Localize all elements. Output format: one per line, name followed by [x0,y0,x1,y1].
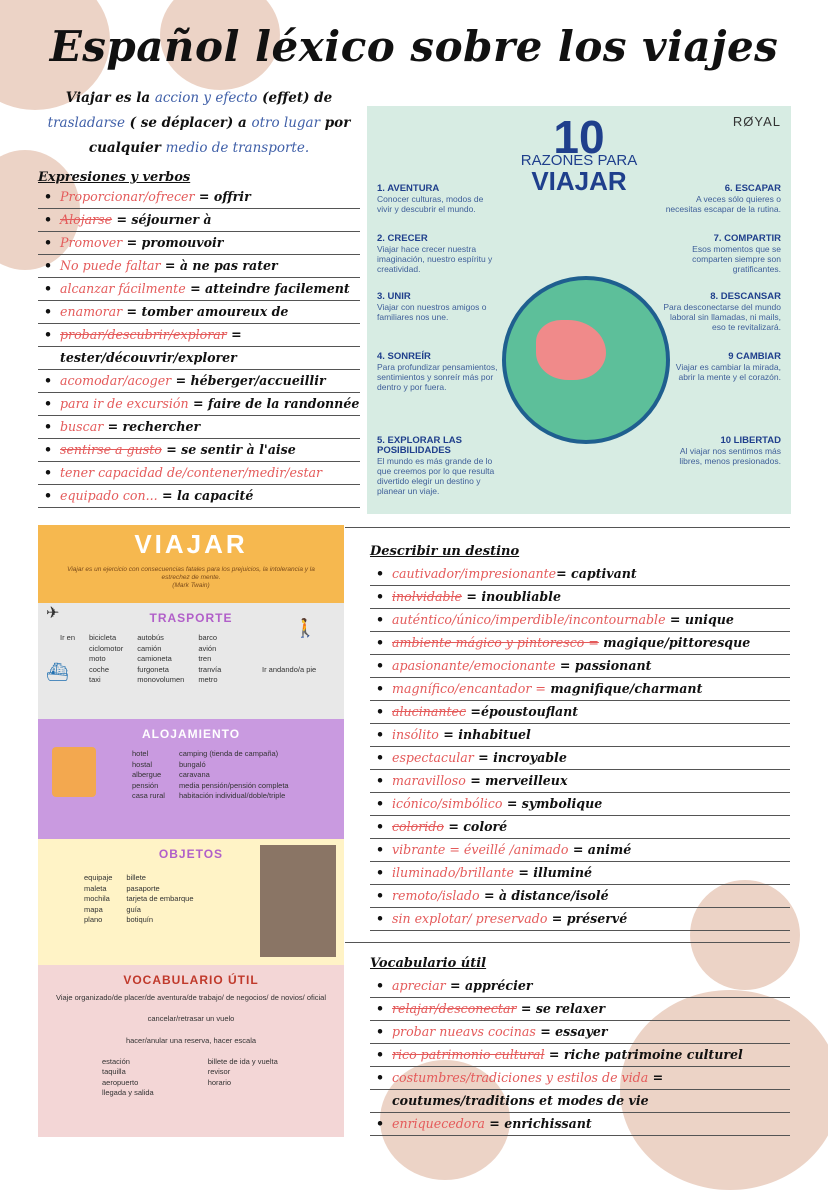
reason-title: 1. AVENTURA [377,183,440,194]
divider [345,942,790,943]
reason-title: 5. EXPLORAR LAS POSIBILIDADES [377,435,462,456]
vocab-word: billete [126,873,146,882]
list-item [370,1044,790,1067]
spanish-term: apasionante/emocionante [392,658,556,673]
vocabulario-title: VOCABULARIO ÚTIL [123,973,259,987]
french-translation: =époustouflant [466,704,579,719]
french-translation: = tomber amoureux de [122,304,289,319]
list-item [370,1067,790,1090]
list-item [38,462,360,485]
reason-text: A veces sólo quieres o necesitas escapar de la rutina. [665,194,781,214]
vocab-word: furgoneta [137,664,169,674]
vocabulario-util-title: Vocabulario útil [370,956,487,971]
spanish-term: Promover [60,235,123,250]
reason-item [377,436,499,496]
vocab-word: monovolumen [137,675,185,684]
reason-item [659,436,781,466]
spanish-term: magnífico/encantador = [392,681,546,696]
infographic-title: VIAJAR [531,166,627,196]
spanish-term: apreciar [392,978,446,993]
vocab-word: camioneta [137,654,172,663]
french-translation: = coloré [443,819,508,834]
vocab-word: estación [102,1056,130,1066]
expresiones-title: Expresiones y verbos [38,170,191,185]
vocab-word: taxi [89,675,101,684]
reason-item [377,234,499,274]
french-translation: = offrir [194,189,251,204]
reason-text: El mundo es más grande de lo que creemos por lo que resulta divertido elegir un destino y planear un viaje. [377,456,495,496]
ship-icon: ⛴ [46,662,69,682]
spanish-term: auténtico/único/imperdible/incontournable [392,612,666,627]
vocab-word: taquilla [102,1067,126,1076]
vocab-word: bicicleta [89,633,117,642]
list-item [370,632,790,655]
list-item [38,324,360,347]
objetos-col1 [84,873,112,926]
spanish-term: maravilloso [392,773,466,788]
list-item [370,862,790,885]
vocab-word: plano [84,915,103,924]
reason-item [377,184,499,214]
reason-text: Viajar con nuestros amigos o familiares nos une. [377,302,487,322]
royal-logo: RØYAL [732,114,781,129]
vocab-word: bungaló [178,759,206,769]
transporte-section [38,603,344,719]
vocab-word: horario [207,1077,232,1087]
list-item [370,724,790,747]
card-quote: Viajar es un ejercicio con consecuencias fatales para los prejuicios, la intolerancia y la estrechez de mente. (Mark Twain) [67,566,315,589]
vocab-word: maleta [84,883,107,893]
spanish-term: probar nueavs cocinas [392,1024,536,1039]
french-translation: = se relaxer [516,1001,606,1016]
french-translation: = à ne pas rater [160,258,278,273]
list-item [38,186,360,209]
list-item [38,370,360,393]
reason-text: Conocer culturas, modos de vivir y descubrir el mundo. [377,194,484,214]
list-item [38,347,360,370]
french-translation: = symbolique [502,796,603,811]
list-item [370,586,790,609]
expresiones-list [38,186,360,508]
reason-title: 10 LIBERTAD [720,435,781,446]
spanish-term: insólito [392,727,439,742]
vocab-word: tren [198,654,212,663]
list-item [38,209,360,232]
spanish-term: acomodar/acoger [60,373,172,388]
spanish-term: probar/descubrir/explorar [60,327,227,342]
reason-item [659,292,781,332]
reason-text: Viajar es cambiar la mirada, abrir la mente y el corazón. [675,362,781,382]
reason-title: 4. SONREÍR [377,351,431,362]
alojamiento-col1 [132,749,165,802]
describir-list [370,563,790,931]
french-translation: magique/pittoresque [598,635,751,650]
list-item [370,998,790,1021]
vocab-word: billete de ida y vuelta [207,1056,278,1066]
ir-andando-label: Ir andando/a pie [262,665,317,674]
french-translation: = atteindre facilement [185,281,350,296]
french-translation: = incroyable [473,750,567,765]
vocab-word: caravana [178,770,210,779]
french-translation: = rechercher [103,419,201,434]
spanish-term: colorido [392,819,444,834]
transporte-title: TRASPORTE [149,611,233,625]
spanish-term: vibrante = éveillé /animado [392,842,569,857]
spanish-term: relajar/desconectar [392,1001,517,1016]
spanish-term: inolvidable [392,589,463,604]
hotel-icon [52,747,96,797]
ir-en-label: Ir en [60,633,76,642]
french-translation: = unique [665,612,734,627]
spanish-term: tener capacidad de/contener/medir/estar [60,465,323,480]
reason-title: 9 CAMBIAR [728,351,781,362]
list-item [38,278,360,301]
transporte-col2 [137,633,184,686]
reason-item [377,292,499,322]
reason-text: Al viajar nos sentimos más libres, menos presionados. [679,446,781,466]
page-title: Español léxico sobre los viajes [49,22,779,71]
vocab-word: camping (tienda de campaña) [178,749,279,758]
vocab-word: ciclomotor [89,643,124,653]
spanish-term: espectacular [392,750,474,765]
french-translation: = inoubliable [462,589,561,604]
alojamiento-col2 [179,749,289,802]
list-item [370,701,790,724]
vocab-word: hostal [132,759,153,769]
spanish-term: alcanzar fácilmente [60,281,186,296]
objetos-title: OBJETOS [158,847,224,861]
list-item [370,975,790,998]
list-item [370,1021,790,1044]
infographic-number: 10 [553,111,605,163]
list-item [38,439,360,462]
plane-icon: ✈ [46,605,60,622]
french-translation: = inhabituel [438,727,531,742]
alojamiento-section [38,719,344,839]
reason-text: Esos momentos que se comparten siempre son gratificantes. [692,244,781,274]
french-translation: = faire de la randonnée [188,396,360,411]
french-translation: = héberger/accueillir [171,373,326,388]
spanish-term: sentirse a gusto [60,442,162,457]
vocab-word: hotel [132,749,149,758]
vocab-line3: hacer/anular una reserva, hacer escala [125,1036,257,1045]
reason-title: 2. CRECER [377,233,428,244]
vocab-word: albergue [132,770,162,779]
french-translation: = se sentir à l'aise [161,442,296,457]
list-item [38,301,360,324]
objetos-section [38,839,344,965]
french-translation: = [226,327,242,342]
spanish-term: rico patrimonio cultural [392,1047,545,1062]
vocabulario-util-list [370,975,790,1136]
spanish-term: costumbres/tradiciones y estilos de vida [392,1070,649,1085]
reason-text: Para profundizar pensamientos, sentimientos y sonreír más por dentro y por fuera. [377,362,498,392]
list-item [370,839,790,862]
spanish-term: cautivador/impresionante [392,566,557,581]
reason-item [377,352,499,392]
french-translation: = passionant [555,658,652,673]
french-translation: = à distance/isolé [479,888,609,903]
list-item [370,609,790,632]
card-heading: VIAJAR [134,529,248,559]
spanish-term: iluminado/brillante [392,865,514,880]
vocab-word: camión [137,643,162,653]
list-item [370,1113,790,1136]
vocab-word: metro [198,675,218,684]
transporte-col3 [198,633,221,686]
vocab-word: barco [198,633,218,642]
reason-title: 3. UNIR [377,291,411,302]
spanish-term: buscar [60,419,104,434]
vocab-word: botiquín [126,915,154,924]
french-translation: tester/découvrir/explorer [60,350,237,365]
french-translation: magnifique/charmant [545,681,703,696]
vocab-line2: cancelar/retrasar un vuelo [147,1013,235,1023]
reason-title: 6. ESCAPAR [724,183,781,194]
objetos-col2 [126,873,193,926]
list-item [370,655,790,678]
list-item [38,232,360,255]
spanish-term: alucinantec [392,704,467,719]
spanish-term: icónico/simbólico [392,796,503,811]
vocab-word: tranvía [198,664,222,674]
vocab-word: autobús [137,633,164,642]
viajar-card [38,525,344,1137]
spanish-term: Proporcionar/ofrecer [60,189,195,204]
list-item [38,416,360,439]
vocab-word: guía [126,904,141,914]
infographic-subtitle: RAZONES PARA [520,152,638,169]
vocabulario-section [38,965,344,1137]
globe-illustration [502,276,670,444]
french-translation: = la capacité [157,488,254,503]
list-item [38,255,360,278]
vocab-word: avión [198,643,217,653]
reason-title: 8. DESCANSAR [710,291,781,302]
french-translation: = essayer [535,1024,608,1039]
transporte-col1 [89,633,123,686]
list-item [370,816,790,839]
vocab-col1 [102,1057,154,1099]
spanish-term: enamorar [60,304,123,319]
list-item [38,393,360,416]
list-item [370,908,790,931]
spanish-term: equipado con... [60,488,158,503]
vocab-word: revisor [207,1067,231,1076]
spanish-term: remoto/islado [392,888,480,903]
french-translation: = captivant [556,566,637,581]
intro-text: Viajar es la accion y efecto (effet) de trasladarse ( se déplacer) a otro lugar por cualquier medio de transporte. [47,90,351,156]
list-item [370,678,790,701]
spanish-term: ambiente mágico y pintoresco = [392,635,599,650]
vocab-word: media pensión/pensión completa [178,780,289,790]
french-translation: = illuminé [513,865,593,880]
french-translation: = [648,1070,664,1085]
vocab-word: pensión [132,780,159,790]
french-translation: coutumes/traditions et modes de vie [392,1093,649,1108]
vocab-word: mochila [84,894,110,903]
suitcase-photo [260,845,336,957]
reason-item [659,234,781,274]
spanish-term: para ir de excursión [60,396,189,411]
list-item [370,793,790,816]
vocab-word: habitación individual/doble/triple [178,791,286,800]
vocab-word: pasaporte [126,883,160,893]
vocab-word: tarjeta de embarque [126,894,194,903]
reason-item [659,352,781,382]
list-item [370,563,790,586]
list-item [38,485,360,508]
spanish-term: Alojarse [60,212,113,227]
divider [345,527,790,528]
french-translation: = apprécier [445,978,533,993]
french-translation: = préservé [547,911,628,926]
vocab-word: moto [89,654,106,663]
walking-person-icon: 🚶 [294,618,317,638]
list-item [370,885,790,908]
spanish-term: No puede faltar [60,258,161,273]
list-item [370,747,790,770]
reason-text: Para desconectarse del mundo laboral sin llamadas, ni mails, eso te revitalizará. [663,302,781,332]
french-translation: = promouvoir [122,235,224,250]
french-translation: = merveilleux [465,773,568,788]
reason-text: Viajar hace crecer nuestra imaginación, nuestro espíritu y creatividad. [377,244,493,274]
french-translation: = enrichissant [484,1116,592,1131]
list-item [370,770,790,793]
spanish-term: sin explotar/ preservado [392,911,548,926]
vocab-word: llegada y salida [102,1088,154,1097]
spanish-term: enriquecedora [392,1116,485,1131]
card-header [38,525,344,603]
french-translation: = riche patrimoine culturel [544,1047,743,1062]
reason-title: 7. COMPARTIR [713,233,781,244]
french-translation: = séjourner à [112,212,212,227]
french-translation: = animé [568,842,632,857]
vocab-col2 [208,1057,278,1099]
vocab-word: coche [89,664,110,674]
vocab-word: aeropuerto [102,1077,139,1087]
vocab-line1: Viaje organizado/de placer/de aventura/de trabajo/ de negocios/ de novios/ oficial [55,993,327,1002]
list-item [370,1090,790,1113]
vocab-word: mapa [84,904,103,914]
reason-item [659,184,781,214]
razones-infographic [367,106,791,514]
describir-title: Describir un destino [370,544,520,559]
vocab-word: casa rural [132,791,165,800]
alojamiento-title: ALOJAMIENTO [141,727,241,741]
vocab-word: equipaje [84,873,113,882]
